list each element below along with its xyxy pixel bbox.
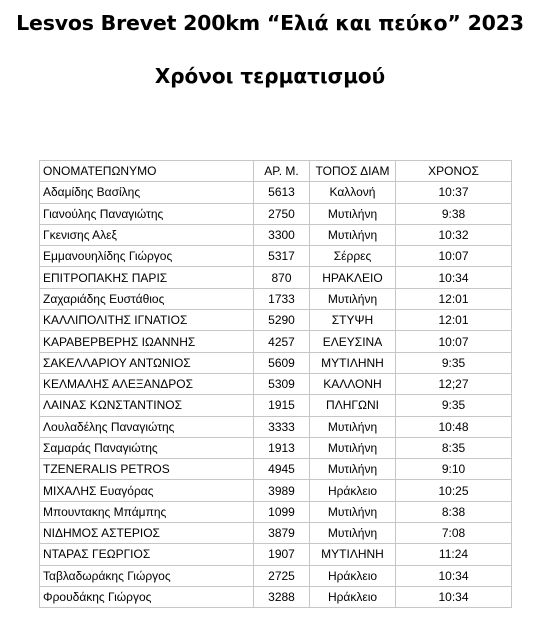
table-row: [40, 586, 512, 607]
table-row: [40, 459, 512, 480]
cell-number: 3989: [254, 480, 310, 501]
cell-name: ΝΙΔΗΜΟΣ ΑΣΤΕΡΙΟΣ: [40, 523, 254, 544]
cell-number: 3879: [254, 523, 310, 544]
cell-number: 3333: [254, 416, 310, 437]
cell-number: 5309: [254, 373, 310, 394]
table-header-row: [40, 161, 512, 182]
table-row: [40, 416, 512, 437]
cell-name: Ταβλαδωράκης Γιώργος: [40, 565, 254, 586]
cell-place: ΕΛΕΥΣΙΝΑ: [310, 331, 396, 352]
header-number: ΑΡ. Μ.: [254, 161, 310, 182]
cell-time: 10:32: [396, 224, 512, 245]
table-row: [40, 395, 512, 416]
cell-number: 1913: [254, 437, 310, 458]
cell-place: ΚΑΛΛΟΝΗ: [310, 373, 396, 394]
cell-name: Φρουδάκης Γιώργος: [40, 586, 254, 607]
table-row: [40, 224, 512, 245]
cell-time: 8:38: [396, 501, 512, 522]
cell-name: ΚΕΛΜΑΛΗΣ ΑΛΕΞΑΝΔΡΟΣ: [40, 373, 254, 394]
cell-place: ΣΤΥΨΗ: [310, 310, 396, 331]
cell-name: Μπουντακης Μπάμπης: [40, 501, 254, 522]
cell-number: 2750: [254, 203, 310, 224]
cell-name: Ζαχαριάδης Ευστάθιος: [40, 288, 254, 309]
cell-place: Ηράκλειο: [310, 565, 396, 586]
cell-time: 10:25: [396, 480, 512, 501]
cell-number: 4257: [254, 331, 310, 352]
cell-name: ΕΠΙΤΡΟΠΑΚΗΣ ΠΑΡΙΣ: [40, 267, 254, 288]
cell-name: ΚΑΛΛΙΠΟΛΙΤΗΣ ΙΓΝΑΤΙΟΣ: [40, 310, 254, 331]
cell-place: Ηράκλειο: [310, 480, 396, 501]
cell-place: ΗΡΑΚΛΕΙΟ: [310, 267, 396, 288]
cell-name: Γκενισης Αλεξ: [40, 224, 254, 245]
cell-number: 1099: [254, 501, 310, 522]
cell-time: 9:10: [396, 459, 512, 480]
table-row: [40, 331, 512, 352]
cell-place: Μυτιλήνη: [310, 288, 396, 309]
table-row: [40, 437, 512, 458]
cell-number: 3288: [254, 586, 310, 607]
cell-number: 5609: [254, 352, 310, 373]
cell-time: 10:34: [396, 565, 512, 586]
cell-time: 10:07: [396, 331, 512, 352]
page-title: Lesvos Brevet 200km “Ελιά και πεύκο” 2023: [16, 11, 524, 35]
header-name: ΟΝΟΜΑΤΕΠΩΝΥΜΟ: [40, 161, 254, 182]
cell-number: 3300: [254, 224, 310, 245]
cell-number: 5613: [254, 182, 310, 203]
table-row: [40, 373, 512, 394]
cell-time: 12:01: [396, 288, 512, 309]
cell-name: ΜΙΧΑΛΗΣ Ευαγόρας: [40, 480, 254, 501]
header-place: ΤΟΠΟΣ ΔΙΑΜ: [310, 161, 396, 182]
cell-time: 10:48: [396, 416, 512, 437]
table-body: [40, 182, 512, 608]
cell-name: Γιανούλης Παναγιώτης: [40, 203, 254, 224]
cell-place: Καλλονή: [310, 182, 396, 203]
table-row: [40, 523, 512, 544]
cell-time: 8:35: [396, 437, 512, 458]
cell-time: 10:37: [396, 182, 512, 203]
cell-time: 10:34: [396, 586, 512, 607]
table-row: [40, 267, 512, 288]
cell-place: Μυτιλήνη: [310, 437, 396, 458]
cell-place: ΜΥΤΙΛΗΝΗ: [310, 544, 396, 565]
cell-name: ΣΑΚΕΛΛΑΡΙΟΥ ΑΝΤΩΝΙΟΣ: [40, 352, 254, 373]
cell-time: 10:07: [396, 246, 512, 267]
results-table: [39, 160, 512, 608]
table-row: [40, 203, 512, 224]
cell-name: Εμμανουηλίδης Γιώργος: [40, 246, 254, 267]
cell-place: Μυτιλήνη: [310, 224, 396, 245]
cell-name: Λουλαδέλης Παναγιώτης: [40, 416, 254, 437]
cell-place: ΠΛΗΓΩΝΙ: [310, 395, 396, 416]
cell-time: 10:34: [396, 267, 512, 288]
cell-time: 9:35: [396, 395, 512, 416]
cell-place: Μυτιλήνη: [310, 501, 396, 522]
table-row: [40, 501, 512, 522]
table-row: [40, 544, 512, 565]
cell-time: 7:08: [396, 523, 512, 544]
cell-place: Μυτιλήνη: [310, 459, 396, 480]
cell-place: ΜΥΤΙΛΗΝΗ: [310, 352, 396, 373]
cell-place: Μυτιλήνη: [310, 203, 396, 224]
cell-name: Αδαμίδης Βασίλης: [40, 182, 254, 203]
header-time: ΧΡΟΝΟΣ: [396, 161, 512, 182]
table-row: [40, 480, 512, 501]
cell-number: 1733: [254, 288, 310, 309]
cell-number: 870: [254, 267, 310, 288]
cell-number: 5317: [254, 246, 310, 267]
cell-name: TZENERALIS PETROS: [40, 459, 254, 480]
cell-place: Μυτιλήνη: [310, 523, 396, 544]
cell-name: ΛΑΙΝΑΣ ΚΩΝΣΤΑΝΤΙΝΟΣ: [40, 395, 254, 416]
cell-time: 12;27: [396, 373, 512, 394]
cell-time: 12:01: [396, 310, 512, 331]
table-row: [40, 310, 512, 331]
cell-place: Σέρρες: [310, 246, 396, 267]
cell-time: 11:24: [396, 544, 512, 565]
cell-number: 4945: [254, 459, 310, 480]
cell-time: 9:35: [396, 352, 512, 373]
cell-place: Μυτιλήνη: [310, 416, 396, 437]
table-row: [40, 246, 512, 267]
cell-name: ΚΑΡΑΒΕΡΒΕΡΗΣ ΙΩΑΝΝΗΣ: [40, 331, 254, 352]
cell-place: Ηράκλειο: [310, 586, 396, 607]
table-row: [40, 352, 512, 373]
table-row: [40, 288, 512, 309]
page-subtitle: Χρόνοι τερματισμού: [154, 64, 386, 88]
cell-number: 1915: [254, 395, 310, 416]
cell-number: 5290: [254, 310, 310, 331]
table-row: [40, 182, 512, 203]
cell-number: 1907: [254, 544, 310, 565]
cell-name: Σαμαράς Παναγιώτης: [40, 437, 254, 458]
cell-time: 9:38: [396, 203, 512, 224]
cell-name: ΝΤΑΡΑΣ ΓΕΩΡΓΙΟΣ: [40, 544, 254, 565]
cell-number: 2725: [254, 565, 310, 586]
table-row: [40, 565, 512, 586]
